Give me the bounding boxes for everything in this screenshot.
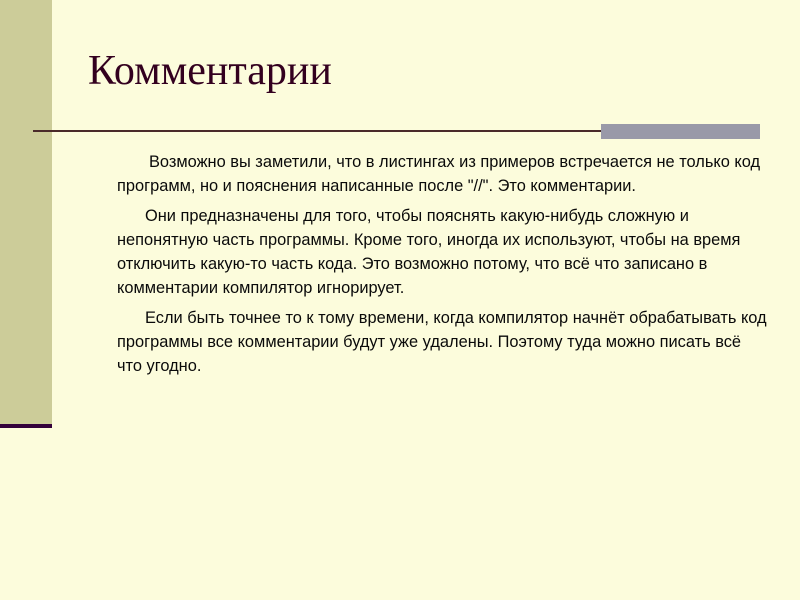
slide-title: Комментарии xyxy=(88,48,332,94)
left-accent-bar-end xyxy=(0,424,52,428)
slide-body xyxy=(117,150,767,384)
paragraph-3: Если быть точнее то к тому времени, когда компилятор начнёт обрабатывать код программы все комментарии будут уже удалены. Поэтому туда можно писать всё что угодно. xyxy=(117,309,767,375)
paragraph-2: Они предназначены для того, чтобы пояснять какую-нибудь сложную и непонятную часть программы. Кроме того, иногда их используют, чтобы на время отключить какую-то часть кода. Это возможно потому, что всё что записано в комментарии компилятор игнорирует. xyxy=(117,207,741,297)
left-accent-bar xyxy=(0,0,52,425)
paragraph-1: Возможно вы заметили, что в листингах из примеров встречается не только код программ, но и пояснения написанные после "//". Это комментарии. xyxy=(117,153,761,195)
title-divider-accent xyxy=(601,124,760,139)
